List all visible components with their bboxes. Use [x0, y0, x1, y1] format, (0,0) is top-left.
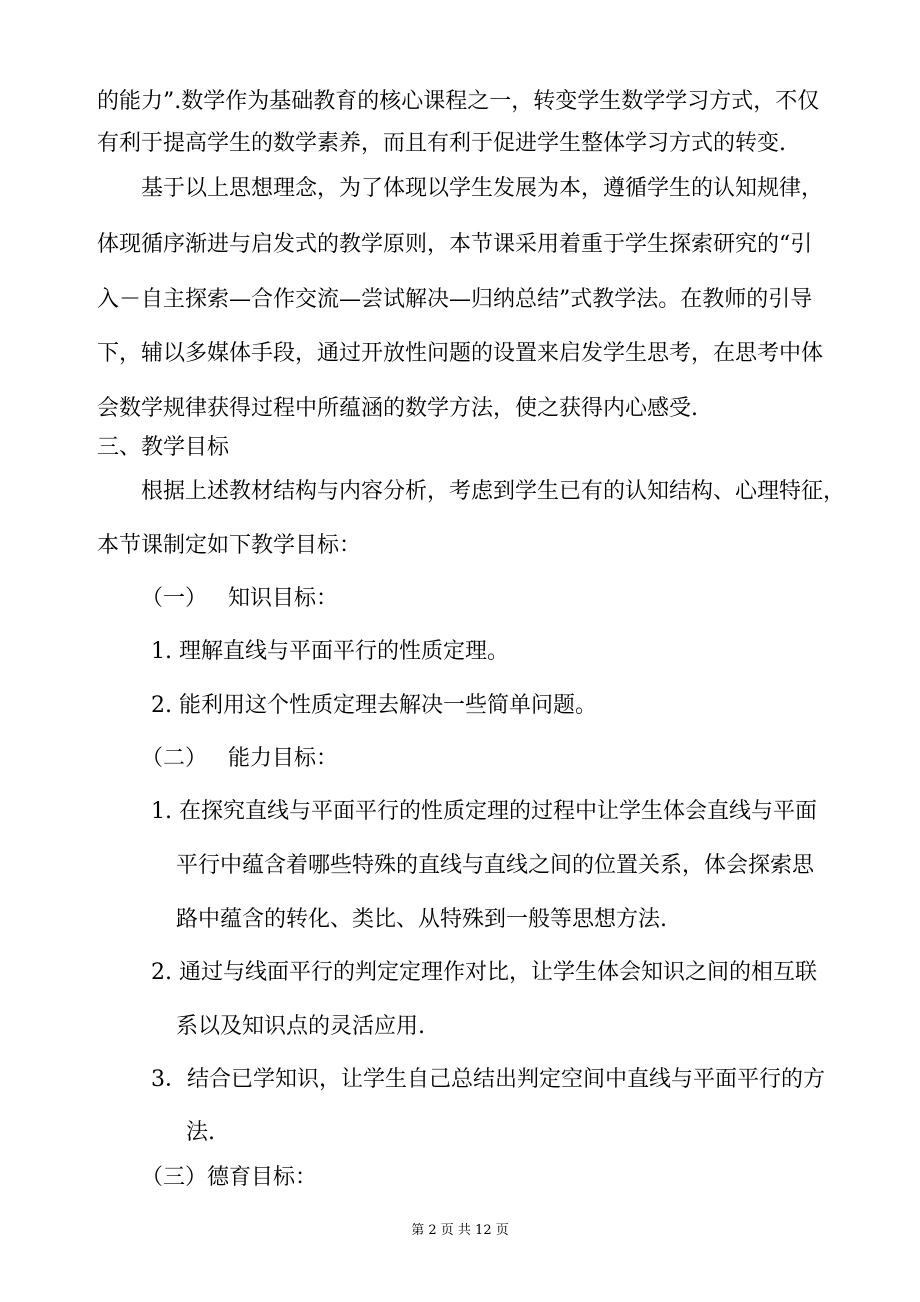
paragraph-1-line-2: 有利于提高学生的数学素养，而且有利于促进学生整体学习方式的转变.	[97, 131, 786, 156]
knowledge-goals-label: （一）	[141, 586, 208, 611]
ability-goal-item-3-line-1: 3．结合已学知识，让学生自己总结出判定空间中直线与平面平行的方	[151, 1067, 825, 1092]
ability-goal-item-1-line-2: 平行中蕴含着哪些特殊的直线与直线之间的位置关系，体会探索思	[176, 853, 815, 878]
section-3-heading: 三、教学目标	[97, 435, 230, 460]
paragraph-1-line-1: 的能力”.数学作为基础教育的核心课程之一，转变学生数学学习方式，不仅	[97, 89, 820, 114]
page-footer: 第 2 页 共 12 页	[411, 1223, 509, 1238]
paragraph-2-line-5: 会数学规律获得过程中所蕴涵的数学方法，使之获得内心感受.	[97, 396, 698, 421]
section-3-intro-line-2: 本节课制定如下教学目标：	[97, 533, 362, 558]
ability-goal-item-3-line-2: 法.	[186, 1120, 215, 1145]
ability-goals-title: 能力目标：	[228, 746, 339, 771]
paragraph-2-line-3: 入－自主探索—合作交流—尝试解决—归纳总结”式教学法。在教师的引导	[97, 287, 813, 312]
paragraph-2-line-2: 体现循序渐进与启发式的教学原则，本节课采用着重于学生探索研究的“引	[97, 232, 813, 257]
ability-goal-item-2-line-2: 系以及知识点的灵活应用.	[176, 1014, 425, 1039]
knowledge-goal-item-1: 1. 理解直线与平面平行的性质定理。	[151, 639, 509, 664]
ability-goals-label: （二）	[141, 746, 208, 771]
paragraph-2-line-4: 下，辅以多媒体手段，通过开放性问题的设置来启发学生思考，在思考中体	[97, 341, 824, 366]
ability-goal-item-2-line-1: 2. 通过与线面平行的判定定理作对比，让学生体会知识之间的相互联	[151, 960, 817, 985]
section-3-intro-line-1: 根据上述教材结构与内容分析，考虑到学生已有的认知结构、心理特征，	[141, 479, 846, 504]
knowledge-goal-item-2: 2. 能利用这个性质定理去解决一些简单问题。	[151, 693, 597, 718]
moral-goals-heading: （三）德育目标：	[141, 1165, 318, 1190]
ability-goal-item-1-line-3: 路中蕴含的转化、类比、从特殊到一般等思想方法.	[176, 907, 667, 932]
paragraph-2-line-1: 基于以上思想理念，为了体现以学生发展为本，遵循学生的认知规律，	[141, 176, 824, 201]
ability-goal-item-1-line-1: 1. 在探究直线与平面平行的性质定理的过程中让学生体会直线与平面	[151, 799, 817, 824]
knowledge-goals-title: 知识目标：	[228, 586, 339, 611]
